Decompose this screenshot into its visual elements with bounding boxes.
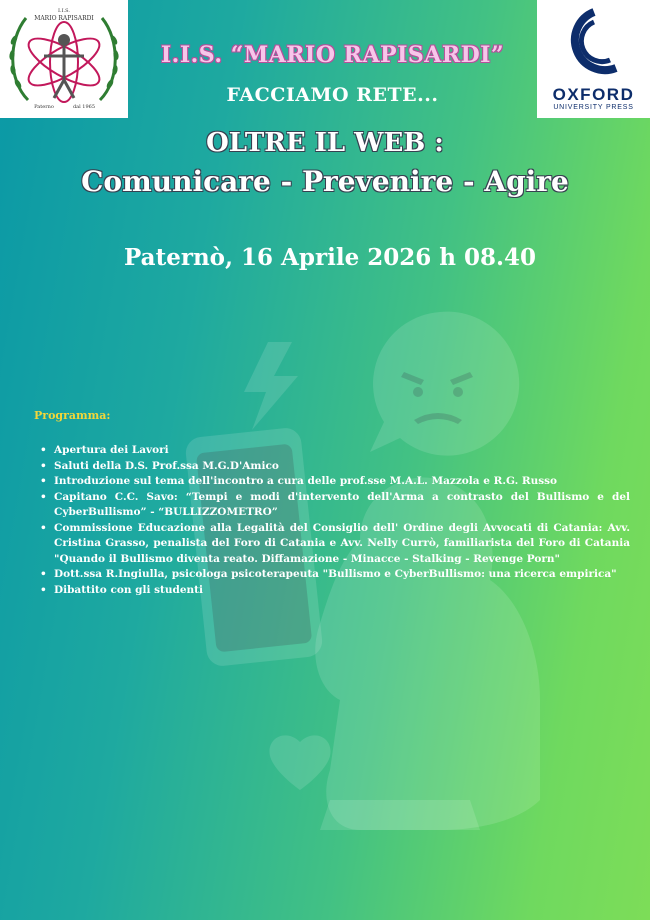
oxford-ring-icon (564, 8, 624, 80)
angry-face-bubble-icon (370, 312, 519, 456)
svg-text:dal 1965: dal 1965 (72, 104, 96, 110)
event-date-time: Paternò, 16 Aprile 2026 h 08.40 (124, 244, 536, 271)
oxford-name: OXFORD (552, 85, 635, 104)
svg-text:I.I.S.: I.I.S. (58, 8, 70, 14)
program-heading: Programma: (34, 409, 111, 422)
program-item: • Capitano C.C. Savo: “Tempi e modi d'intervento dell'Arma a contrasto del Bullismo e del CyberBullismo” - “BULLIZZOMETRO” (40, 490, 630, 521)
oxford-subtitle: UNIVERSITY PRESS (553, 104, 634, 111)
svg-text:Paterno: Paterno (34, 104, 54, 110)
school-crest-icon (0, 0, 128, 118)
program-item: • Commissione Educazione alla Legalità del Consiglio dell' Ordine degli Avvocati di Catania: Avv. Cristina Grasso, penalista del Foro di Catania e Avv. Nelly Currò, familiarista del Foro di Catania "Quando il Bullismo diventa reato. Diffamazione - Minacce - Stalking - Revenge Porn" (40, 521, 630, 568)
school-name: I.I.S. “MARIO RAPISARDI” (160, 42, 505, 68)
program-list (40, 443, 630, 598)
broken-heart-icon (269, 735, 330, 790)
program-item: • Dott.ssa R.Ingiulla, psicologa psicoterapeuta "Bullismo e CyberBullismo: una ricerca empirica" (40, 567, 630, 583)
slogan: FACCIAMO RETE... (226, 84, 439, 106)
program-item: • Apertura dei Lavori (40, 443, 630, 459)
event-title: OLTRE IL WEB : (206, 128, 444, 158)
program-item: • Dibattito con gli studenti (40, 583, 630, 599)
svg-text:MARIO RAPISARDI: MARIO RAPISARDI (34, 15, 94, 22)
lightning-icon (244, 342, 298, 430)
oxford-logo (537, 0, 650, 118)
event-subtitle: Comunicare - Prevenire - Agire (81, 165, 569, 198)
program-item: • Saluti della D.S. Prof.ssa M.G.D'Amico (40, 459, 630, 475)
program-item: • Introduzione sul tema dell'incontro a cura delle prof.sse M.A.L. Mazzola e R.G. Russo (40, 474, 630, 490)
school-logo (0, 0, 128, 118)
